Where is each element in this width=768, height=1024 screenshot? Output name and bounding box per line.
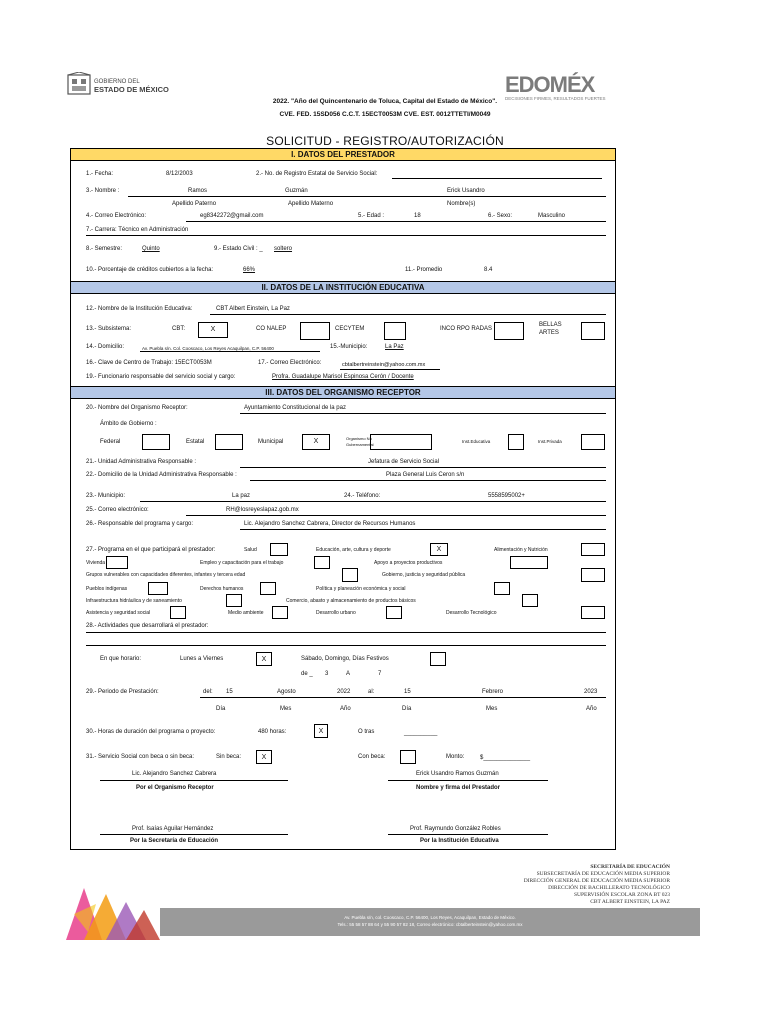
mes2-label: Mes [486,706,498,712]
incorporadas-checkbox[interactable] [494,322,524,340]
mes2-value[interactable]: Febrero [482,689,504,695]
form-frame [70,148,616,850]
shield-icon [66,72,92,96]
firma-secretaria-line[interactable] [100,834,288,835]
nombres-label: Nombre(s) [447,201,476,207]
con-beca-checkbox[interactable] [400,750,416,764]
derechos-checkbox[interactable] [260,582,276,595]
responsable-line [240,529,606,530]
page-title: SOLICITUD - REGISTRO/AUTORIZACIÓN [266,134,504,148]
inst-correo-label: 17.- Correo Electrónico: [258,360,322,366]
firma-secretaria-role: Por la Secretaría de Educación [130,838,219,844]
nombre-line [128,196,606,197]
mes1-value[interactable]: Agosto [277,689,296,695]
edomex-logo: EDOMÉX [505,72,595,97]
dom-unidad-value[interactable]: Plaza General Luis Ceron s/n [386,472,465,478]
inst-nombre-line [210,314,606,315]
a-value[interactable]: 7 [378,671,382,677]
bellas-artes-label1: BELLAS [539,322,562,328]
anio1-label: Año [340,706,351,712]
de-value[interactable]: 3 [325,671,329,677]
civil-value[interactable]: soltero [274,246,293,252]
urbano-checkbox[interactable] [386,606,402,619]
semestre-value[interactable]: Quinto [142,246,160,252]
politica-checkbox[interactable] [494,582,510,595]
del-label: del: [203,689,213,695]
de-label: de _ [301,671,313,677]
unidad-label: 21.- Unidad Administrativa Responsable : [86,459,197,465]
horario-label: En que horario: [100,656,142,662]
carrera-label: 7.- Carrera: Técnico en Administración [86,227,189,233]
telefono-value[interactable]: 5558595002+ [488,493,525,499]
footer-sec5: SUPERVISIÓN ESCOLAR ZONA BT 023 [573,892,670,898]
a-label: A [346,671,351,677]
infraestructura-checkbox[interactable] [226,594,242,607]
alimentacion-checkbox[interactable] [581,543,605,556]
registro-label: 2.- No. de Registro Estatal de Servicio Social: [256,171,378,177]
otras-label: O tras [358,729,375,735]
comercio-label: Comercio, abasto y almacenamiento de productos básicos [286,598,416,604]
estatal-label: Estatal [186,439,205,445]
dom-unidad-label: 22.- Domicilio de la Unidad Administrativa Responsable : [86,472,237,478]
firma-institucion-line[interactable] [388,834,548,835]
section-prestador: I. DATOS DEL PRESTADOR [70,148,616,161]
correo-line [186,221,606,222]
h480-checkbox[interactable]: X [314,724,328,738]
funcionario-value[interactable]: Profra. Guadalupe Marisol Espinosa Cerón / Docente [272,374,414,380]
incorporadas-label: INCO RPO RADAS [440,326,493,332]
ap-paterno-label: Apellido Paterno [172,201,217,207]
cecytem-label: CECYTEM [335,326,365,332]
nombre-label: 3.- Nombre : [86,188,120,194]
otras-line[interactable]: __________ [404,730,438,736]
cecytem-checkbox[interactable] [384,322,406,340]
dom-unidad-line [250,480,606,481]
asistencia-label: Asistencia y seguridad social [86,610,151,616]
org-no-gub-checkbox[interactable] [370,434,432,450]
municipal-label: Municipal [258,439,284,445]
responsable-label: 26.- Responsable del programa y cargo: [86,521,194,527]
gobierno-checkbox[interactable] [581,568,605,582]
responsable-value[interactable]: Lic. Alejandro Sanchez Cabrera, Director de Recursos Humanos [244,521,416,527]
org-no-gub-label1: Organismo No [346,436,372,441]
salud-checkbox[interactable] [270,543,288,556]
sexo-value[interactable]: Masculino [538,213,566,219]
footer-sec2: SUBSECRETARÍA DE EDUCACIÓN MEDIA SUPERIOR [536,871,670,877]
domicilio-value[interactable]: Av. Puebla s/n. Col. Cooscaco, Los Reyes Acaquilpan, C.P. 56400 [142,346,274,351]
funcionario-label: 19.- Funcionario responsable del servicio social y cargo: [86,374,236,380]
dia1-value[interactable]: 15 [226,689,233,695]
org-municipio-label: 23.- Municipio: [86,493,126,499]
medio-checkbox[interactable] [272,606,288,619]
inst-nombre-label: 12.- Nombre de la Institución Educativa: [86,306,193,312]
grupos-checkbox[interactable] [342,568,358,582]
actividades-line2[interactable] [86,645,606,646]
ap-materno-value[interactable]: Guzmán [285,188,308,194]
sin-beca-label: Sin beca: [216,754,242,760]
cbt-checkbox[interactable]: X [198,322,228,338]
inst-correo-line [340,369,440,370]
inst-privada-label: Inst.Privada [538,439,562,444]
anio2-label: Año [586,706,597,712]
federal-checkbox[interactable] [142,434,170,450]
clave-label: 16.- Clave de Centro de Trabajo: 15ECT0053M [86,360,212,366]
carrera-line [86,235,606,236]
org-no-gub-label2: Gubernamental [346,442,374,447]
anio2-value[interactable]: 2023 [584,689,598,695]
firma-institucion-name: Prof. Raymundo González Robles [410,826,501,832]
footer-sec1: SECRETARÍA DE EDUCACIÓN [590,864,670,870]
horas-label: 30.- Horas de duración del programa o proyecto: [86,729,216,735]
municipio-value[interactable]: La Paz [385,344,404,350]
semestre-label: 8.- Semestre: [86,246,123,252]
nombres-value[interactable]: Erick Usandro [447,188,485,194]
estatal-checkbox[interactable] [215,434,243,450]
pueblos-label: Pueblos indígenas [86,586,128,592]
bellas-artes-checkbox[interactable] [581,322,605,340]
con-beca-label: Con beca: [358,754,386,760]
sabado-checkbox[interactable] [430,652,446,666]
firma-prestador-role: Nombre y firma del Prestador [416,785,501,791]
grupos-label: Grupos vulnerables con capacidades diferentes, infantes y tercera edad [86,572,246,578]
politica-label: Política y planeación económica y social [316,586,406,592]
educacion-checkbox[interactable]: X [430,543,448,556]
vivienda-checkbox[interactable] [106,556,128,569]
salud-label: Salud [244,547,257,553]
org-municipio-value[interactable]: La paz [232,493,251,499]
alimentacion-label: Alimentación y Nutrición [494,547,548,553]
actividades-label: 28.- Actividades que desarrollará el prestador: [86,623,209,629]
footer-sec4: DIRECCIÓN DE BACHILLERATO TECNOLÓGICO [548,885,670,891]
dia2-value[interactable]: 15 [404,689,411,695]
domicilio-line [140,351,320,352]
gobierno-label: Gobierno, justicia y seguridad pública [382,572,466,578]
medio-label: Medio ambiente [228,610,264,616]
unidad-line [240,467,606,468]
apoyo-label: Apoyo a proyectos productivos [374,560,443,566]
ap-materno-label: Apellido Materno [288,201,334,207]
empleo-label: Empleo y capacitación para el trabajo [200,560,284,566]
telefono-label: 24.- Teléfono: [344,493,381,499]
gov-line1: GOBIERNO DEL [94,79,140,85]
fecha-label: 1.- Fecha: [86,171,114,177]
educacion-label: Educación, arte, cultura y deporte [316,547,391,553]
footer-address2: Tels.: 55 58 57 88 64 y 55 90 57 82 18, Correo electrónico: cbtalberteinstein@yahoo.com.mx [337,922,523,927]
sexo-label: 6.- Sexo: [488,213,513,219]
promedio-label: 11.- Promedio [405,267,443,273]
firma-prestador-line[interactable] [388,780,548,781]
federal-label: Federal [100,439,121,445]
periodo-label: 29.- Periodo de Prestación: [86,689,159,695]
ambito-label: Ámbito de Gobierno : [100,421,157,427]
motto: 2022. "Año del Quincentenario de Toluca, Capital del Estado de México". [272,98,498,105]
section-institucion: II. DATOS DE LA INSTITUCIÓN EDUCATIVA [70,281,616,294]
asistencia-checkbox[interactable] [170,606,186,619]
sabado-label: Sábado, Domingo, Días Festivos [301,656,389,662]
correo-value[interactable]: eg8342272@gmail.com [200,213,264,219]
periodo-line [200,697,606,698]
tecnologico-checkbox[interactable] [581,606,605,619]
conalep-label: CO NALEP [256,326,287,332]
empleo-checkbox[interactable] [314,556,330,569]
gobierno-logo [66,72,169,101]
urbano-label: Desarrollo urbano [316,610,356,616]
correo-label: 4.- Correo Electrónico: [86,213,147,219]
derechos-label: Derechos humanos [200,586,244,592]
firma-institucion-role: Por la Institución Educativa [420,838,499,844]
subsistema-label: 13.- Subsistema: [86,326,132,332]
tecnologico-label: Desarrollo Tecnológico [446,610,497,616]
org-correo-line [186,515,606,516]
ap-paterno-value[interactable]: Ramos [188,188,208,194]
edomex-sub: DECISIONES FIRMES, RESULTADOS FUERTES [505,96,606,101]
gov-line2: ESTADO DE MÉXICO [94,85,169,94]
actividades-line1[interactable] [86,632,606,633]
registro-line[interactable] [392,178,602,179]
beca-label: 31.- Servicio Social con beca o sin beca: [86,754,195,760]
civil-label: 9.- Estado Civil : _ [214,246,263,252]
firma-organismo-name: Lic. Alejandro Sanchez Cabrera [132,771,217,777]
org-correo-value[interactable]: RH@losreyeslapaz.gob.mx [226,507,299,513]
inst-nombre-value[interactable]: CBT Albert Einstein, La Paz [216,306,290,312]
org-nombre-value[interactable]: Ayuntamiento Constitucional de la paz [244,405,346,411]
cbt-label: CBT: [172,326,186,332]
bellas-artes-label2: ARTES [539,330,559,336]
mes1-label: Mes [280,706,292,712]
h480-label: 480 horas: [258,729,287,735]
firma-organismo-role: Por el Organismo Receptor [136,785,214,791]
dia2-label: Día [402,706,412,712]
codes: CVE. FED. 15SD056 C.C.T. 15ECT0053M CVE. EST. 0012TTETI/M0049 [279,111,491,118]
creditos-value[interactable]: 66% [243,267,256,273]
lunes-label: Lunes a Viernes [180,656,224,662]
al-label: al: [368,689,375,695]
footer-address1: Av. Puebla s/n, col. Cooscaco, C.P. 56400, Los Reyes, Acaquilpan, Estado de México. [344,915,516,920]
inst-educativa-checkbox[interactable] [508,434,524,450]
section-organismo: III. DATOS DEL ORGANISMO RECEPTOR [70,386,616,399]
edad-value[interactable]: 18 [414,213,421,219]
firma-prestador-name: Erick Usandro Ramos Guzmán [416,771,499,777]
monto-label: Monto: [446,754,465,760]
programas-label: 27.- Programa en el que participará el prestador: [86,547,216,553]
footer-logo-graphic [66,884,166,940]
apoyo-checkbox[interactable] [510,556,548,569]
domicilio-label: 14.- Domicilio: [86,344,125,350]
firma-secretaria-name: Prof. Isaías Aguilar Hernández [132,826,214,832]
comercio-checkbox[interactable] [522,594,538,607]
monto-value[interactable]: $______________ [480,755,531,761]
unidad-value[interactable]: Jefatura de Servicio Social [368,459,440,465]
municipio-line [140,501,606,502]
org-nombre-label: 20.- Nombre del Organismo Receptor: [86,405,188,411]
creditos-label: 10.- Porcentaje de créditos cubiertos a la fecha: [86,267,214,273]
anio1-value[interactable]: 2022 [337,689,351,695]
sin-beca-checkbox[interactable]: X [256,750,272,764]
pueblos-checkbox[interactable] [148,582,168,595]
dia1-label: Día [216,706,226,712]
footer-sec6: CBT ALBERT EINSTEIN, LA PAZ [590,899,670,905]
inst-privada-checkbox[interactable] [581,434,605,450]
municipio-label: 15.-Municipio: [330,344,368,350]
inst-educativa-label: Inst.Educativa [462,439,491,444]
promedio-value[interactable]: 8.4 [484,267,493,273]
infraestructura-label: Infraestructura hidráulica y de saneamiento [86,598,182,604]
municipal-checkbox[interactable]: X [302,434,330,450]
lunes-checkbox[interactable]: X [256,652,272,666]
fecha-value[interactable]: 8/12/2003 [166,171,193,177]
org-correo-label: 25.- Correo electrónico: [86,507,149,513]
vivienda-label: Vivienda [86,560,106,566]
firma-organismo-line[interactable] [100,780,288,781]
conalep-checkbox[interactable] [300,322,330,340]
footer-sec3: DIRECCIÓN GENERAL DE EDUCACIÓN MEDIA SUPERIOR [523,878,670,884]
org-nombre-line [240,413,606,414]
inst-correo-value[interactable]: cbtalbertreinstein@yahoo.com.mx [342,362,426,368]
edad-label: 5.- Edad : [358,213,385,219]
